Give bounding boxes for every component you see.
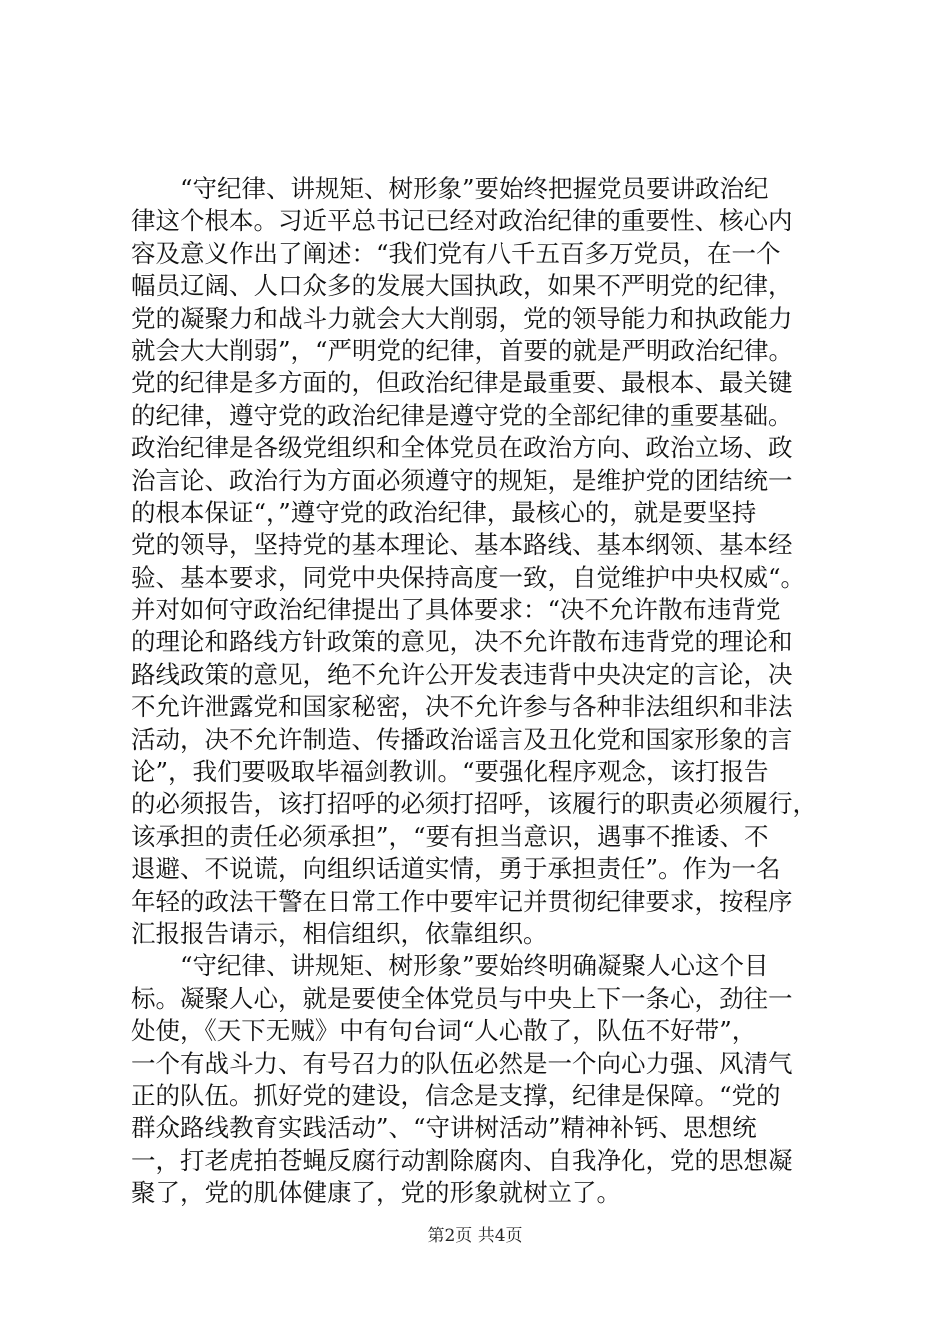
text-line: 活动，决不允许制造、传播政治谣言及丑化党和国家形象的言 bbox=[131, 724, 793, 754]
text-line: 幅员辽阔、人口众多的发展大国执政，如果不严明党的纪律， bbox=[131, 271, 793, 301]
document-body bbox=[131, 173, 821, 1210]
text-line: 的必须报告，该打招呼的必须打招呼，该履行的职责必须履行， bbox=[131, 789, 817, 819]
text-line: 验、基本要求，同党中央保持高度一致，自觉维护中央权威“。 bbox=[131, 562, 806, 592]
text-line: 该承担的责任必须承担”，“要有担当意识，遇事不推诿、不 bbox=[131, 821, 769, 851]
text-line: 并对如何守政治纪律提出了具体要求：“决不允许散布违背党 bbox=[131, 595, 781, 625]
text-line: 党的凝聚力和战斗力就会大大削弱，党的领导能力和执政能力 bbox=[131, 303, 793, 333]
text-line: “守纪律、讲规矩、树形象”要始终把握党员要讲政治纪 bbox=[180, 174, 769, 203]
text-line: 党的领导，坚持党的基本理论、基本路线、基本纲领、基本经 bbox=[131, 530, 793, 560]
paragraph-1 bbox=[131, 173, 821, 950]
paragraph-2 bbox=[131, 950, 821, 1209]
text-line: 政治纪律是各级党组织和全体党员在政治方向、政治立场、政 bbox=[131, 433, 793, 463]
text-line: 处使，《天下无贼》中有句台词“人心散了，队伍不好带”， bbox=[131, 1016, 757, 1046]
text-line: 的根本保证“，”遵守党的政治纪律，最核心的，就是要坚持 bbox=[131, 497, 757, 527]
text-line: 论”，我们要吸取毕福剑教训。“要强化程序观念，该打报告 bbox=[131, 757, 769, 787]
text-line: 的理论和路线方针政策的意见，决不允许散布违背党的理论和 bbox=[131, 627, 793, 657]
text-line: 容及意义作出了阐述：“我们党有八千五百多万党员，在一个 bbox=[131, 238, 781, 268]
page-number-footer: 第2页 共4页 bbox=[427, 1226, 523, 1246]
text-line: 一个有战斗力、有号召力的队伍必然是一个向心力强、风清气 bbox=[131, 1048, 793, 1078]
text-line: 正的队伍。抓好党的建设，信念是支撑，纪律是保障。“党的 bbox=[131, 1080, 781, 1110]
text-line: 汇报报告请示，相信组织，依靠组织。 bbox=[131, 918, 548, 948]
text-line: 的纪律，遵守党的政治纪律是遵守党的全部纪律的重要基础。 bbox=[131, 400, 793, 430]
text-line: 律这个根本。习近平总书记已经对政治纪律的重要性、核心内 bbox=[131, 206, 793, 236]
text-line: 就会大大削弱”，“严明党的纪律，首要的就是严明政治纪律。 bbox=[131, 335, 794, 365]
text-line: “守纪律、讲规矩、树形象”要始终明确凝聚人心这个目 bbox=[180, 951, 769, 981]
text-line: 一，打老虎拍苍蝇反腐行动割除腐肉、自我净化，党的思想凝 bbox=[131, 1145, 793, 1175]
text-line: 党的纪律是多方面的，但政治纪律是最重要、最根本、最关键 bbox=[131, 368, 793, 398]
text-line: 群众路线教育实践活动”、“守讲树活动”精神补钙、思想统 bbox=[131, 1113, 757, 1143]
text-line: 年轻的政法干警在日常工作中要牢记并贯彻纪律要求，按程序 bbox=[131, 886, 793, 916]
text-line: 聚了，党的肌体健康了，党的形象就树立了。 bbox=[131, 1178, 621, 1208]
text-line: 不允许泄露党和国家秘密，决不允许参与各种非法组织和非法 bbox=[131, 692, 793, 722]
text-line: 路线政策的意见，绝不允许公开发表违背中央决定的言论，决 bbox=[131, 659, 793, 689]
text-line: 治言论、政治行为方面必须遵守的规矩，是维护党的团结统一 bbox=[131, 465, 793, 495]
text-line: 标。凝聚人心，就是要使全体党员与中央上下一条心，劲往一 bbox=[131, 983, 793, 1013]
text-line: 退避、不说谎，向组织话道实情，勇于承担责任”。作为一名 bbox=[131, 854, 781, 884]
